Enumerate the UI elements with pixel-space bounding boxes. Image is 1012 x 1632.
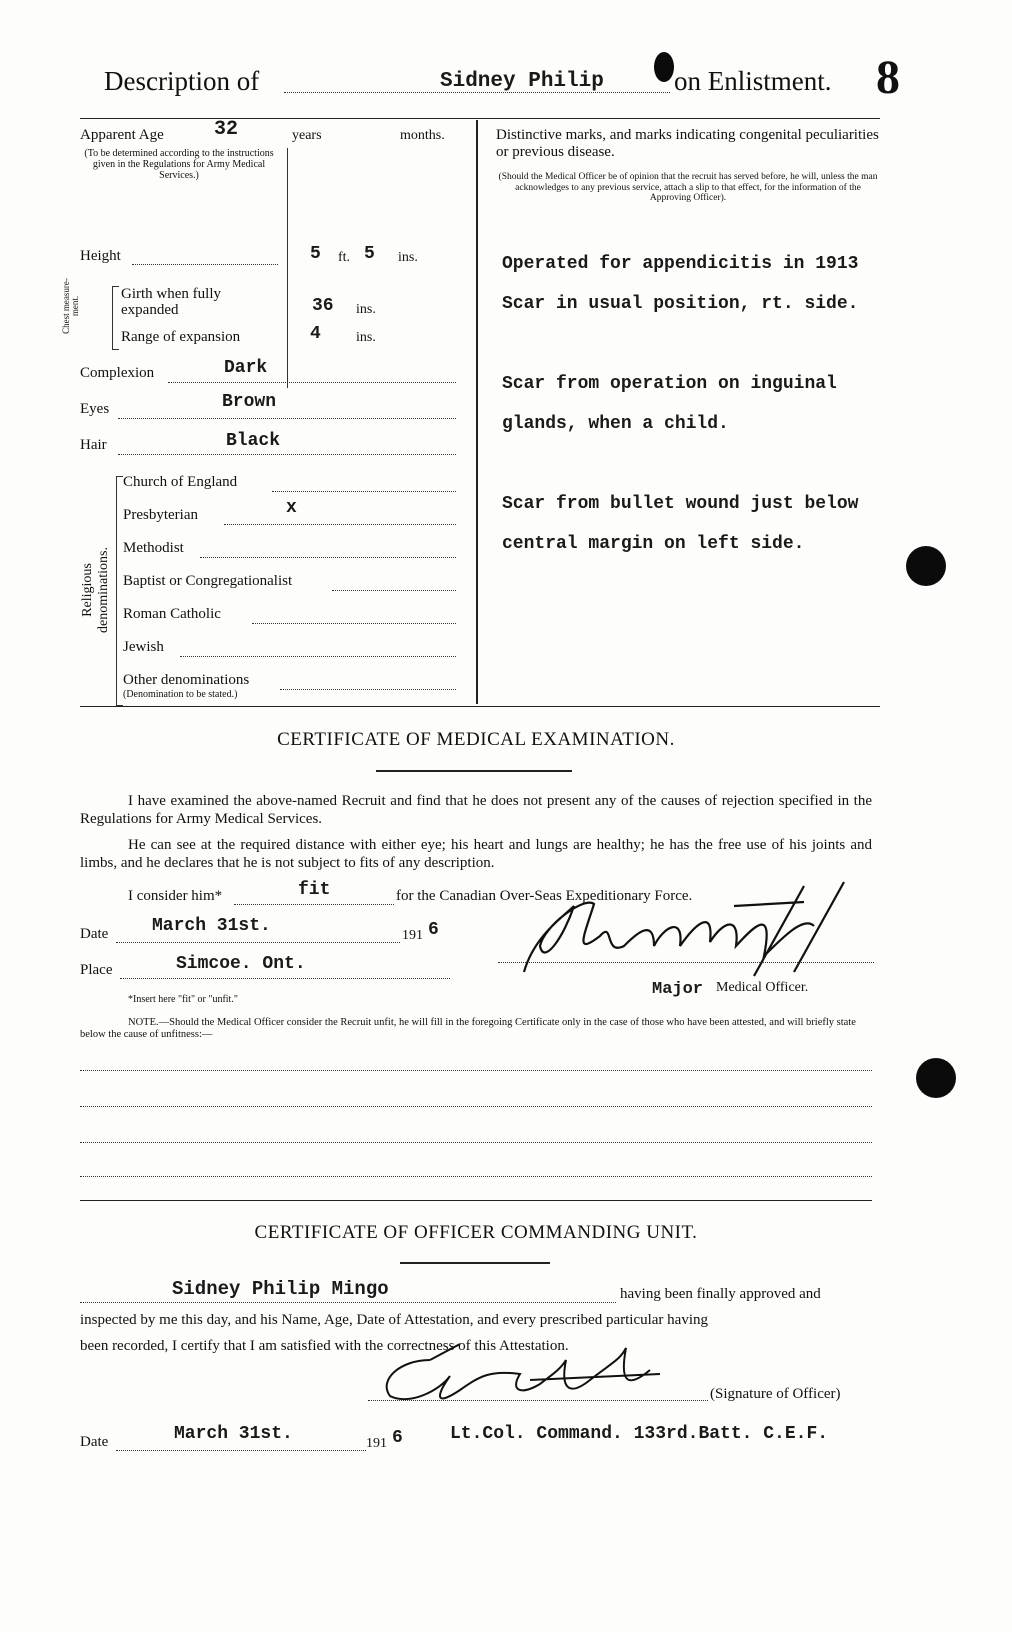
officer-signature-line [368,1400,708,1401]
mark-line-3: Scar from operation on inguinal [502,374,837,394]
commanding-officer-title: Lt.Col. Command. 133rd.Batt. C.E.F. [450,1424,829,1444]
hair-label: Hair [80,437,107,453]
denomination-note: (Denomination to be stated.) [123,689,238,700]
religion-church-of-england: Church of England [123,474,238,490]
chest-brace [112,286,119,350]
age-label: Apparent Age [80,127,164,143]
expeditionary-force-label: for the Canadian Over-Seas Expeditionary Force. [396,888,693,904]
exam-place-value: Simcoe. Ont. [176,954,306,974]
religion-leader-4 [332,590,456,591]
punch-hole [916,1058,956,1098]
range-label: Range of expansion [121,329,241,345]
fitness-value: fit [298,880,331,900]
medical-officer-rank: Major [652,980,704,999]
eyes-label: Eyes [80,401,110,417]
signature-of-officer-label: (Signature of Officer) [710,1386,841,1402]
punch-hole [906,546,946,586]
mark-line-4: glands, when a child. [502,414,729,434]
commanding-date-label: Date [80,1434,109,1450]
unfitness-line-4 [80,1176,872,1177]
religion-leader-3 [200,557,456,558]
months-label: months. [400,128,445,143]
range-ins-label: ins. [356,330,376,345]
medical-officer-signature [504,876,874,980]
insert-fit-note: *Insert here "fit" or "unfit." [128,994,238,1005]
commanding-name-leader [80,1302,616,1303]
medical-paragraph-1: I have examined the above-named Recruit and find that he does not present any of the causes of rejection specified in the Regulations for Army Medical Services. [80,793,872,827]
exam-date-leader [116,942,400,943]
medical-title-rule [376,770,572,772]
eyes-leader [118,418,456,419]
range-value: 4 [310,324,321,344]
girth-label: Girth when fully expanded [121,286,221,318]
commanding-recruit-name: Sidney Philip Mingo [172,1278,389,1300]
religion-brace [116,476,123,706]
commanding-year-suffix: 6 [392,1428,403,1448]
religious-denominations-label: Religious denominations. [80,547,111,633]
eyes-value: Brown [222,392,277,412]
religion-baptist: Baptist or Congregationalist [123,573,293,589]
complexion-leader [168,382,456,383]
religion-leader-7 [280,689,456,690]
religion-leader-5 [252,623,456,624]
section-rule-2 [80,1200,872,1201]
commanding-year-prefix: 191 [366,1436,387,1451]
hair-value: Black [226,431,281,451]
page-number: 8 [876,51,900,104]
complexion-value: Dark [224,358,268,378]
exam-date-label: Date [80,926,109,942]
mark-line-6: central margin on left side. [502,534,805,554]
mark-line-1: Operated for appendicitis in 1913 [502,254,859,274]
complexion-label: Complexion [80,365,155,381]
section-rule [80,706,880,707]
religion-other: Other denominations [123,672,250,688]
height-label: Height [80,248,121,264]
chest-measurement-label: Chest measure-ment. [61,278,80,334]
years-label: years [292,128,322,143]
religion-roman-catholic: Roman Catholic [123,606,221,622]
commanding-certificate-title: CERTIFICATE OF OFFICER COMMANDING UNIT. [254,1222,698,1243]
form-title-suffix: on Enlistment. [674,66,832,96]
girth-value: 36 [312,296,334,316]
distinctive-marks-heading: Distinctive marks, and marks indicating congenital peculiarities or previous disease. [496,127,879,160]
recruit-name: Sidney Philip [440,70,604,93]
consider-leader [234,904,394,905]
religion-presbyterian: Presbyterian [123,507,198,523]
unfitness-line-1 [80,1070,872,1071]
inspected-text: inspected by me this day, and his Name, Age, Date of Attestation, and every prescribed particular having [80,1312,709,1328]
commanding-date-value: March 31st. [174,1424,293,1444]
consider-label: I consider him* [128,888,223,904]
exam-year-prefix: 191 [402,928,423,943]
age-note: (To be determined according to the instructions given in the Regulations for Army Medical Services.) [84,148,274,181]
hair-leader [118,454,456,455]
distinctive-marks-note: (Should the Medical Officer be of opinion that the recruit has served before, he will, unless the man acknowledges to any previous service, attach a slip to that effect, for the information of the Approving Officer). [498,172,878,203]
religion-methodist: Methodist [123,540,184,556]
medical-certificate-title: CERTIFICATE OF MEDICAL EXAMINATION. [277,729,675,750]
form-title-prefix: Description of [104,66,260,96]
exam-place-label: Place [80,962,113,978]
column-divider [476,120,478,704]
exam-place-leader [120,978,450,979]
feet-label: ft. [338,250,351,265]
unfitness-line-3 [80,1142,872,1143]
medical-officer-label: Medical Officer. [716,980,809,995]
medical-paragraph-2: He can see at the required distance with either eye; his heart and lungs are healthy; he has the free use of his joints and limbs, and he declares that he is not subject to fits of any description. [80,837,872,871]
approved-text: having been finally approved and [620,1286,821,1302]
ink-blot [654,52,674,82]
girth-ins-label: ins. [356,302,376,317]
religion-leader-6 [180,656,456,657]
age-value: 32 [214,118,239,141]
commanding-date-leader [116,1450,366,1451]
height-feet-value: 5 [310,244,321,264]
religion-leader-2 [224,524,456,525]
mark-line-2: Scar in usual position, rt. side. [502,294,859,314]
unfit-note: NOTE.—Should the Medical Officer consider the Recruit unfit, he will fill in the foregoing Certificate only in the case of those who have been attested, and will briefly state below the cause of unfitness:— [80,1017,856,1040]
certify-text: been recorded, I certify that I am satisfied with the correctness of this Attestation. [80,1338,569,1354]
unfitness-line-2 [80,1106,872,1107]
commanding-title-rule [400,1262,550,1264]
exam-date-value: March 31st. [152,916,271,936]
age-column-divider [287,148,288,388]
height-leader [132,264,278,265]
religion-jewish: Jewish [123,639,164,655]
mark-line-5: Scar from bullet wound just below [502,494,859,514]
top-rule [80,118,880,119]
height-inches-value: 5 [364,244,375,264]
height-inches-label: ins. [398,250,418,265]
presbyterian-mark: x [286,498,297,518]
religion-leader-1 [272,491,456,492]
exam-year-suffix: 6 [428,920,439,940]
